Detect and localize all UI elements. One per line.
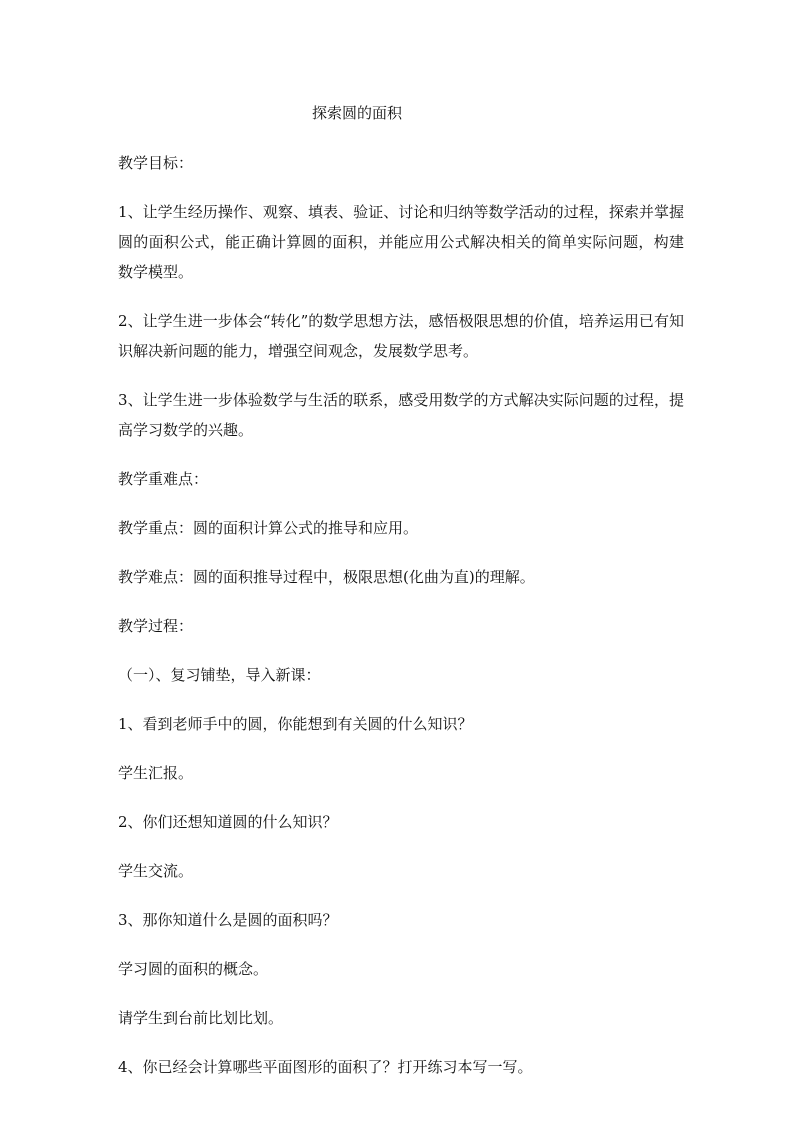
document-title: 探索圆的面积 — [312, 104, 403, 122]
key-point-paragraph: 教学重点：圆的面积计算公式的推导和应用。 — [118, 519, 419, 537]
response-3b: 请学生到台前比划比划。 — [118, 1009, 284, 1027]
response-1: 学生汇报。 — [118, 764, 194, 782]
section-heading-process: 教学过程： — [118, 617, 194, 635]
process-step-heading: （一）、复习铺垫，导入新课： — [118, 666, 321, 684]
question-4: 4、你已经会计算哪些平面图形的面积了？打开练习本写一写。 — [118, 1058, 533, 1076]
question-2: 2、你们还想知道圆的什么知识？ — [118, 813, 338, 831]
question-1: 1、看到老师手中的圆，你能想到有关圆的什么知识？ — [118, 715, 473, 733]
objective-paragraph-1: 1、让学生经历操作、观察、填表、验证、讨论和归纳等数学活动的过程，探索并掌握圆的面积公式，能正确计算圆的面积，并能应用公式解决相关的简单实际问题，构建数学模型。 — [118, 203, 684, 281]
objective-paragraph-2: 2、让学生进一步体会“转化”的数学思想方法，感悟极限思想的价值，培养运用已有知识解决新问题的能力，增强空间观念，发展数学思考。 — [118, 312, 684, 360]
question-3: 3、那你知道什么是圆的面积吗？ — [118, 911, 338, 929]
response-3a: 学习圆的面积的概念。 — [118, 960, 269, 978]
section-heading-key-points: 教学重难点： — [118, 470, 209, 488]
document-body — [118, 148, 684, 1101]
section-heading-objectives: 教学目标： — [118, 154, 194, 172]
difficulty-paragraph: 教学难点：圆的面积推导过程中，极限思想(化曲为直)的理解。 — [118, 568, 535, 586]
objective-paragraph-3: 3、让学生进一步体验数学与生活的联系，感受用数学的方式解决实际问题的过程，提高学习数学的兴趣。 — [118, 391, 684, 439]
response-2: 学生交流。 — [118, 862, 194, 880]
